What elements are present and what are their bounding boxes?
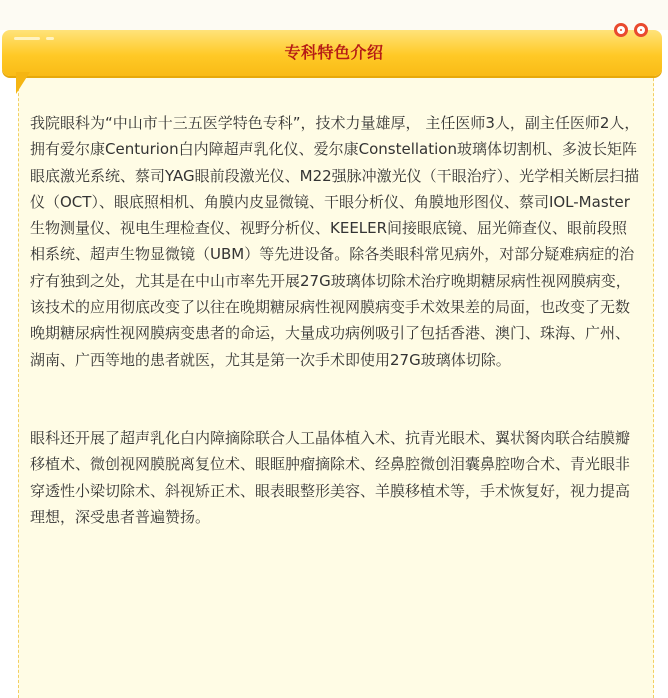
body-paragraph-surgeries: 眼科还开展了超声乳化白内障摘除联合人工晶体植入术、抗青光眼术、翼状胬肉联合结膜瓣移植术、微创视网膜脱离复位术、眼眶肿瘤摘除术、经鼻腔微创泪囊鼻腔吻合术、青光眼非穿透性小梁切除术、斜视矫正术、眼表眼整形美容、羊膜移植术等，手术恢复好，视力提高理想，深受患者普遍赞扬。 <box>30 428 631 526</box>
section-title: 专科特色介绍 <box>284 43 384 62</box>
banner-tail-decoration <box>16 72 30 94</box>
page-top-strip <box>0 0 668 30</box>
banner-dash-decoration <box>14 37 40 40</box>
paragraph-spacer <box>30 373 642 425</box>
ring-icon <box>614 23 628 37</box>
content-body <box>30 110 642 530</box>
body-paragraph-equipment: 我院眼科为“中山市十三五医学特色专科”，技术力量雄厚， 主任医师3人，副主任医师2人，拥有爱尔康Centurion白内障超声乳化仪、爱尔康Constellation玻璃体切割机、多波长矩阵眼底激光系统、蔡司YAG眼前段激光仪、M22强脉冲激光仪（干眼治疗）、光学相关断层扫描仪（OCT）、眼底照相机、角膜内皮显微镜、干眼分析仪、角膜地形图仪、蔡司IOL-Master生物测量仪、视电生理检查仪、视野分析仪、KEELER间接眼底镜、屈光筛查仪、眼前段照相系统、超声生物显微镜（UBM）等先进设备。除各类眼科常见病外，对部分疑难病症的治疗有独到之处，尤其是在中山市率先开展27G玻璃体切除术治疗晚期糖尿病性视网膜病变，该技术的应用彻底改变了以往在晚期糖尿病性视网膜病变手术效果差的局面，也改变了无数晚期糖尿病性视网膜病变患者的命运，大量成功病例吸引了包括香港、澳门、珠海、广州、湖南、广西等地的患者就医，尤其是第一次手术即使用27G玻璃体切除。 <box>30 114 640 369</box>
ring-icon <box>634 23 648 37</box>
banner-dash-decoration <box>46 37 54 40</box>
